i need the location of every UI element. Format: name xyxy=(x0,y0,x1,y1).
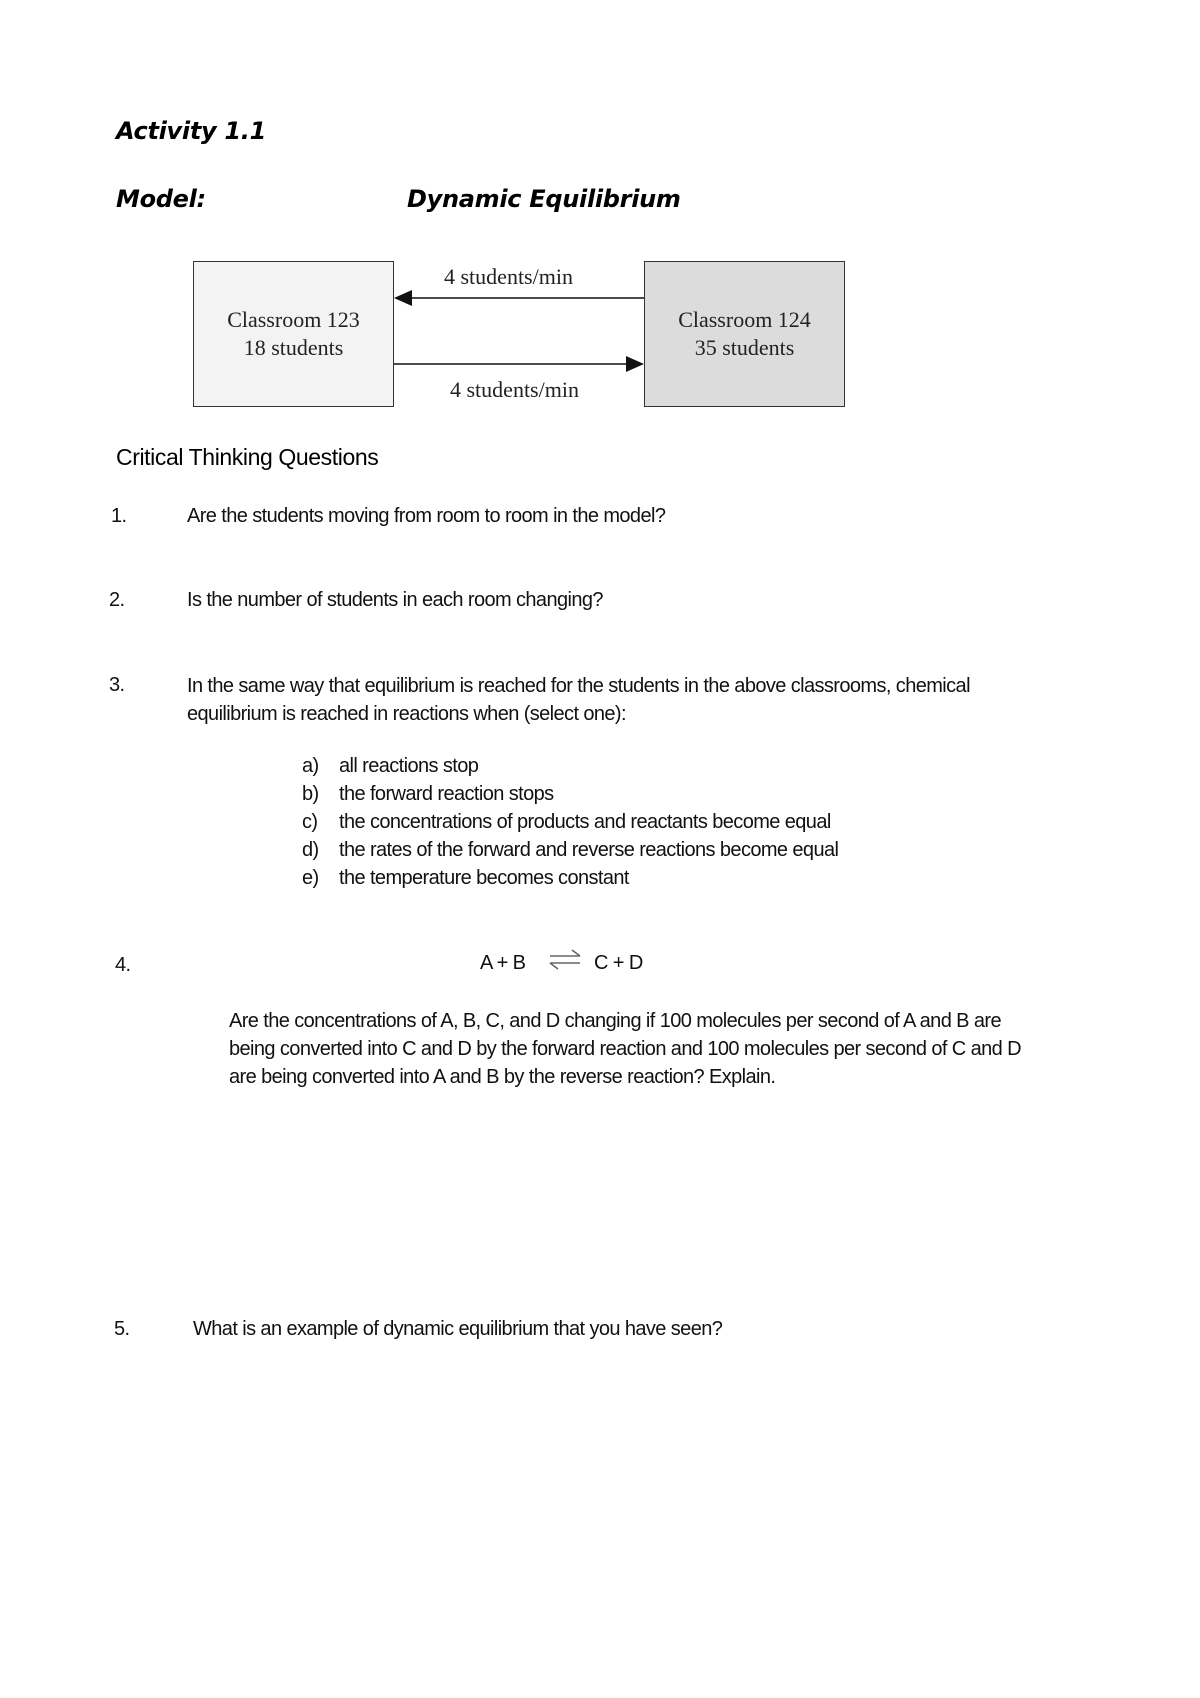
arrow-to-right xyxy=(394,356,644,372)
classroom-124-name: Classroom 124 xyxy=(678,307,811,332)
model-label: Model: xyxy=(116,185,206,213)
section-title: Critical Thinking Questions xyxy=(116,444,379,470)
question-line: Are the concentrations of A, B, C, and D changing if 100 molecules per second of A and B are xyxy=(229,1010,1001,1032)
option-text: all reactions stop xyxy=(339,755,479,777)
option-letter: c) xyxy=(302,811,318,833)
options-list xyxy=(302,752,838,892)
option-letter: b) xyxy=(302,783,319,805)
question-text: What is an example of dynamic equilibrium that you have seen? xyxy=(193,1318,723,1340)
question-line: In the same way that equilibrium is reached for the students in the above classrooms, chemical xyxy=(187,675,970,697)
equation-left: A + B xyxy=(480,952,526,974)
question-line: equilibrium is reached in reactions when (select one): xyxy=(187,703,626,725)
question-text xyxy=(229,1007,1021,1091)
equation-right: C + D xyxy=(594,952,643,974)
option-d xyxy=(302,836,838,864)
question-number: 3. xyxy=(109,674,125,696)
diagram-arrows xyxy=(0,0,1200,450)
question-number: 4. xyxy=(115,954,131,976)
classroom-123-count: 18 students xyxy=(243,335,344,360)
question-line: being converted into C and D by the forward reaction and 100 molecules per second of C and D xyxy=(229,1038,1021,1060)
rate-label-top: 4 students/min xyxy=(444,264,573,289)
equilibrium-arrows-icon xyxy=(548,948,584,970)
question-number: 5. xyxy=(114,1318,130,1340)
option-b xyxy=(302,780,838,808)
question-text xyxy=(187,672,970,728)
rate-label-bottom: 4 students/min xyxy=(450,377,579,402)
option-letter: d) xyxy=(302,839,319,861)
option-a xyxy=(302,752,838,780)
option-letter: a) xyxy=(302,755,319,777)
option-text: the concentrations of products and reactants become equal xyxy=(339,811,831,833)
question-text: Is the number of students in each room changing? xyxy=(187,589,603,611)
model-title: Dynamic Equilibrium xyxy=(407,185,681,213)
activity-title: Activity 1.1 xyxy=(116,117,267,145)
option-letter: e) xyxy=(302,867,319,889)
question-line: are being converted into A and B by the reverse reaction? Explain. xyxy=(229,1066,776,1088)
arrow-to-left xyxy=(394,290,644,306)
classroom-124-count: 35 students xyxy=(694,335,795,360)
question-number: 1. xyxy=(111,505,127,527)
option-text: the forward reaction stops xyxy=(339,783,554,805)
option-e xyxy=(302,864,838,892)
question-number: 2. xyxy=(109,589,125,611)
question-text: Are the students moving from room to room in the model? xyxy=(187,505,666,527)
option-text: the rates of the forward and reverse reactions become equal xyxy=(339,839,839,861)
option-c xyxy=(302,808,838,836)
option-text: the temperature becomes constant xyxy=(339,867,629,889)
classroom-123-name: Classroom 123 xyxy=(227,307,360,332)
